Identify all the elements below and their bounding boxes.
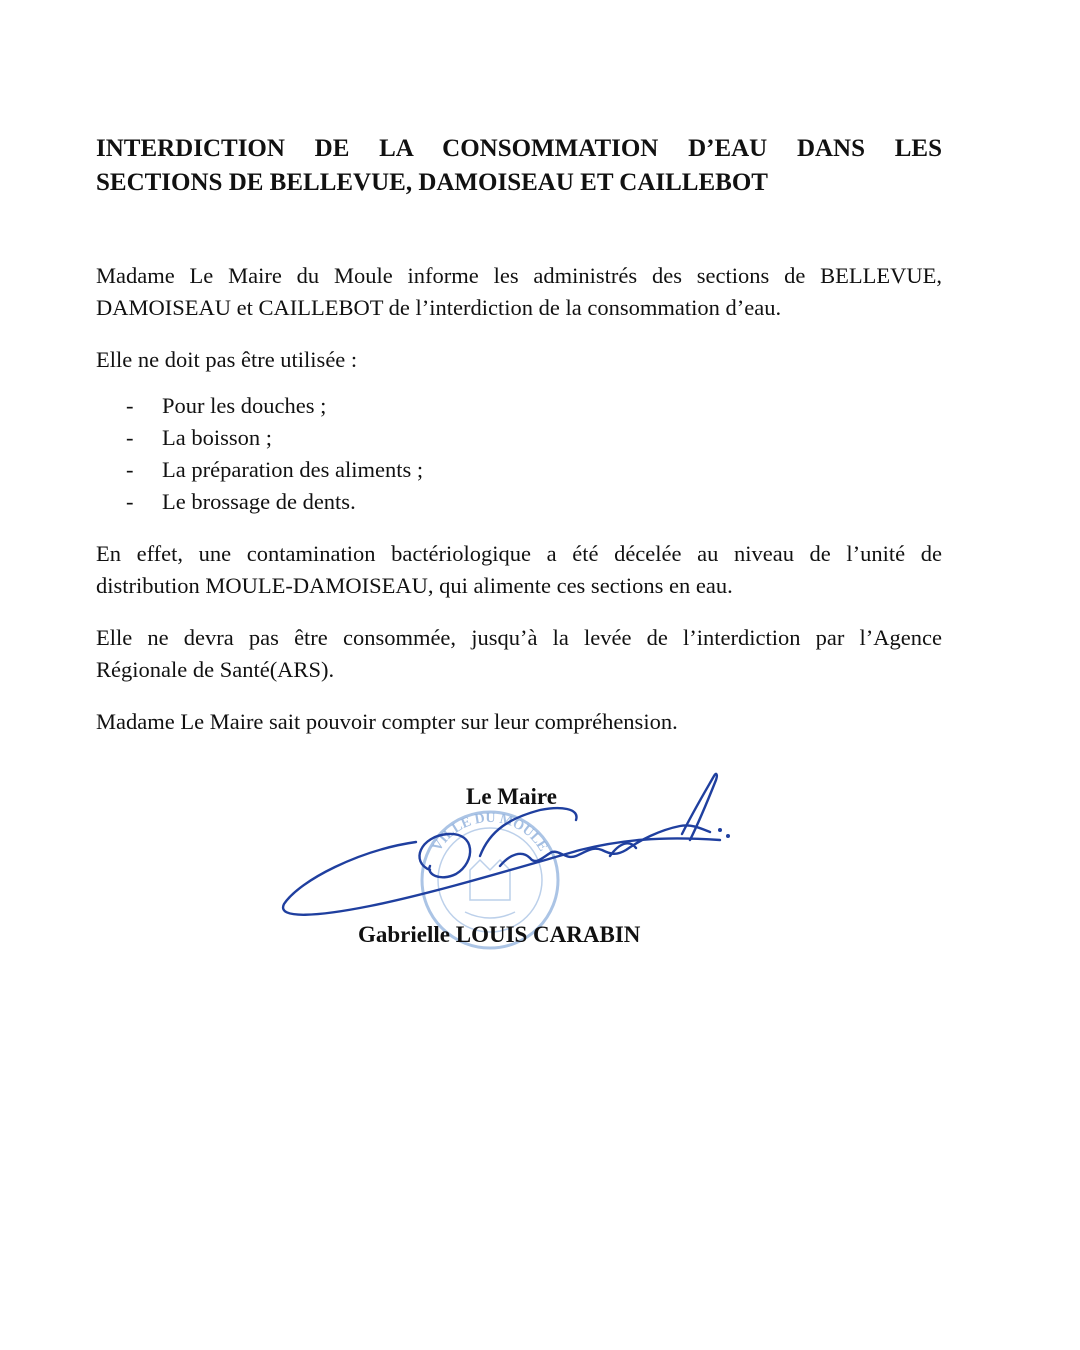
title-line-2: SECTIONS DE BELLEVUE, DAMOISEAU ET CAILLEBOT [96,169,768,196]
dash-bullet: - [126,489,134,514]
list-item-text: La boisson ; [162,425,272,450]
usage-intro: Elle ne doit pas être utilisée : [96,347,358,372]
dash-bullet: - [126,457,134,482]
letter-body [96,260,942,758]
intro-line-2: DAMOISEAU et CAILLEBOT de l’interdiction de la consommation d’eau. [96,295,782,320]
duration-paragraph [96,622,942,686]
intro-line-1: Madame Le Maire du Moule informe les administrés des sections de BELLEVUE, [96,263,942,288]
intro-paragraph [96,260,942,324]
cause-paragraph [96,538,942,602]
list-item [96,390,942,422]
document-title [96,132,942,200]
title-line-1: INTERDICTION DE LA CONSOMMATION D’EAU DANS LES [96,135,942,162]
dash-bullet: - [126,393,134,418]
list-item [96,486,942,518]
duration-line-1: Elle ne devra pas être consommée, jusqu’à la levée de l’interdiction par l’Agence [96,625,942,650]
cause-line-2: distribution MOULE-DAMOISEAU, qui alimente ces sections en eau. [96,573,733,598]
list-item [96,454,942,486]
seal-text: VILLE DU MOULE [429,810,551,855]
handwritten-signature [280,770,740,930]
dash-bullet: - [126,425,134,450]
list-item [96,422,942,454]
cause-line-1: En effet, une contamination bactériologique a été décelée au niveau de l’unité de [96,541,942,566]
duration-line-2: Régionale de Santé(ARS). [96,657,335,682]
signature-block [280,770,740,970]
mayor-title: Le Maire [466,784,557,809]
list-item-text: La préparation des aliments ; [162,457,424,482]
mayor-name: Gabrielle LOUIS CARABIN [358,922,641,947]
list-item-text: Pour les douches ; [162,393,327,418]
closing-paragraph: Madame Le Maire sait pouvoir compter sur leur compréhension. [96,709,678,734]
list-item-text: Le brossage de dents. [162,489,356,514]
prohibited-uses-list [96,390,942,518]
